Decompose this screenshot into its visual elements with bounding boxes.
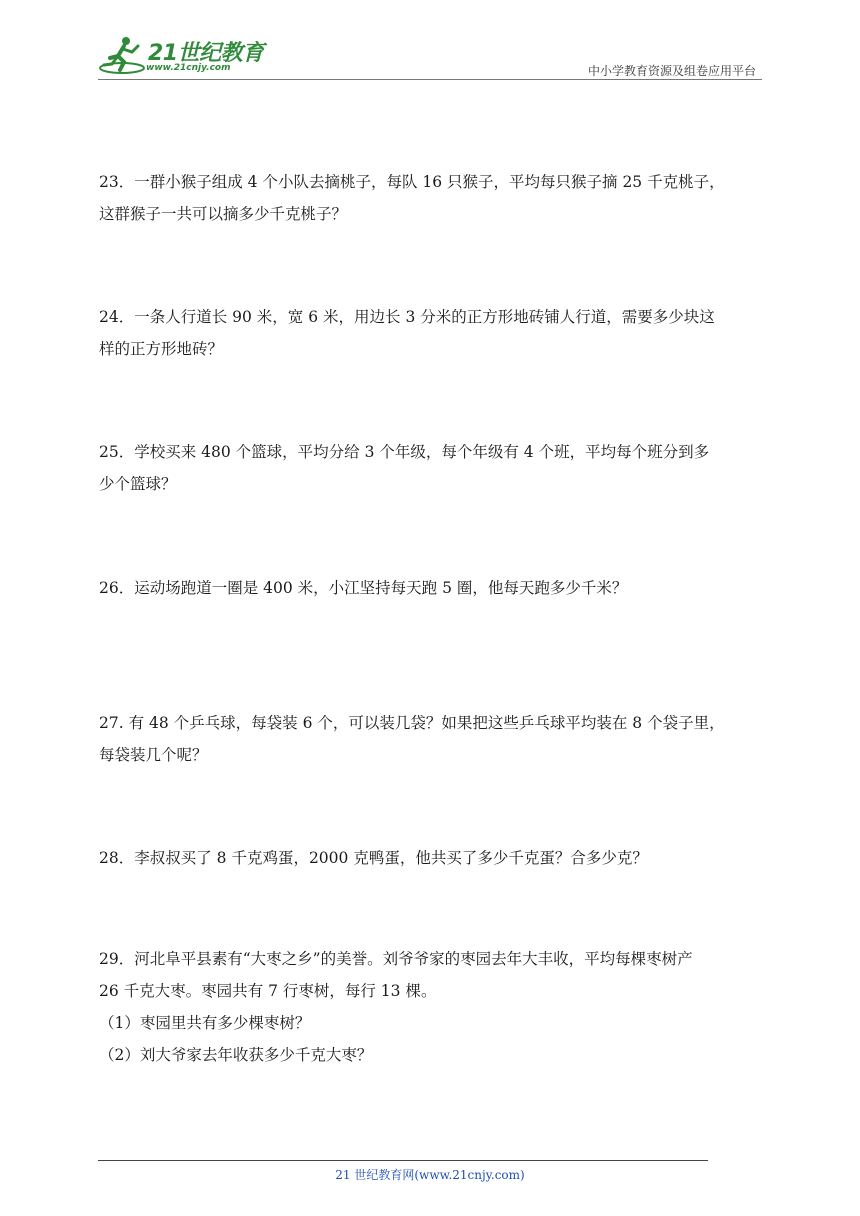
question-line: 24．一条人行道长 90 米，宽 6 米，用边长 3 分米的正方形地砖铺人行道，需要多少块这 [99, 308, 715, 326]
question-line: 26 千克大枣。枣园共有 7 行枣树，每行 13 棵。 [99, 982, 437, 1000]
logo-url: www.21cnjy.com [146, 63, 231, 73]
question-23 [99, 166, 765, 230]
question-24 [99, 301, 765, 365]
runner-logo-icon [96, 34, 146, 76]
question-line: 25．学校买来 480 个篮球，平均分给 3 个年级，每个年级有 4 个班，平均每个班分到多 [99, 443, 710, 461]
question-subitem: （2）刘大爷家去年收获多少千克大枣？ [99, 1046, 373, 1064]
question-line: 样的正方形地砖？ [99, 340, 224, 358]
footer-divider [98, 1160, 708, 1161]
question-27 [99, 707, 765, 771]
page-header [0, 0, 860, 90]
question-line: 26．运动场跑道一圈是 400 米，小江坚持每天跑 5 圈，他每天跑多少千米？ [99, 579, 628, 597]
question-29 [99, 943, 765, 1071]
question-25 [99, 436, 765, 500]
question-line: 每袋装几个呢？ [99, 746, 208, 764]
header-divider [98, 79, 762, 80]
question-subitem: （1）枣园里共有多少棵枣树？ [99, 1014, 311, 1032]
site-logo[interactable] [96, 34, 266, 78]
question-line: 这群猴子一共可以摘多少千克桃子？ [99, 205, 348, 223]
question-28 [99, 842, 765, 874]
question-line: 23．一群小猴子组成 4 个小队去摘桃子，每队 16 只猴子，平均每只猴子摘 25 千克桃子， [99, 173, 725, 191]
question-26 [99, 572, 765, 604]
question-line: 少个篮球？ [99, 475, 177, 493]
question-line: 29．河北阜平县素有“大枣之乡”的美誉。刘爷爷家的枣园去年大丰收，平均每棵枣树产 [99, 950, 693, 968]
platform-title: 中小学教育资源及组卷应用平台 [587, 64, 756, 78]
logo-text: 21世纪教育 [148, 41, 264, 66]
question-line: 27. 有 48 个乒乓球，每袋装 6 个，可以装几袋？如果把这些乒乓球平均装在 8 个袋子里， [99, 714, 725, 732]
footer-link[interactable]: 21 世纪教育网(www.21cnjy.com) [335, 1168, 525, 1182]
question-line: 28．李叔叔买了 8 千克鸡蛋，2000 克鸭蛋，他共买了多少千克蛋？合多少克？ [99, 849, 648, 867]
